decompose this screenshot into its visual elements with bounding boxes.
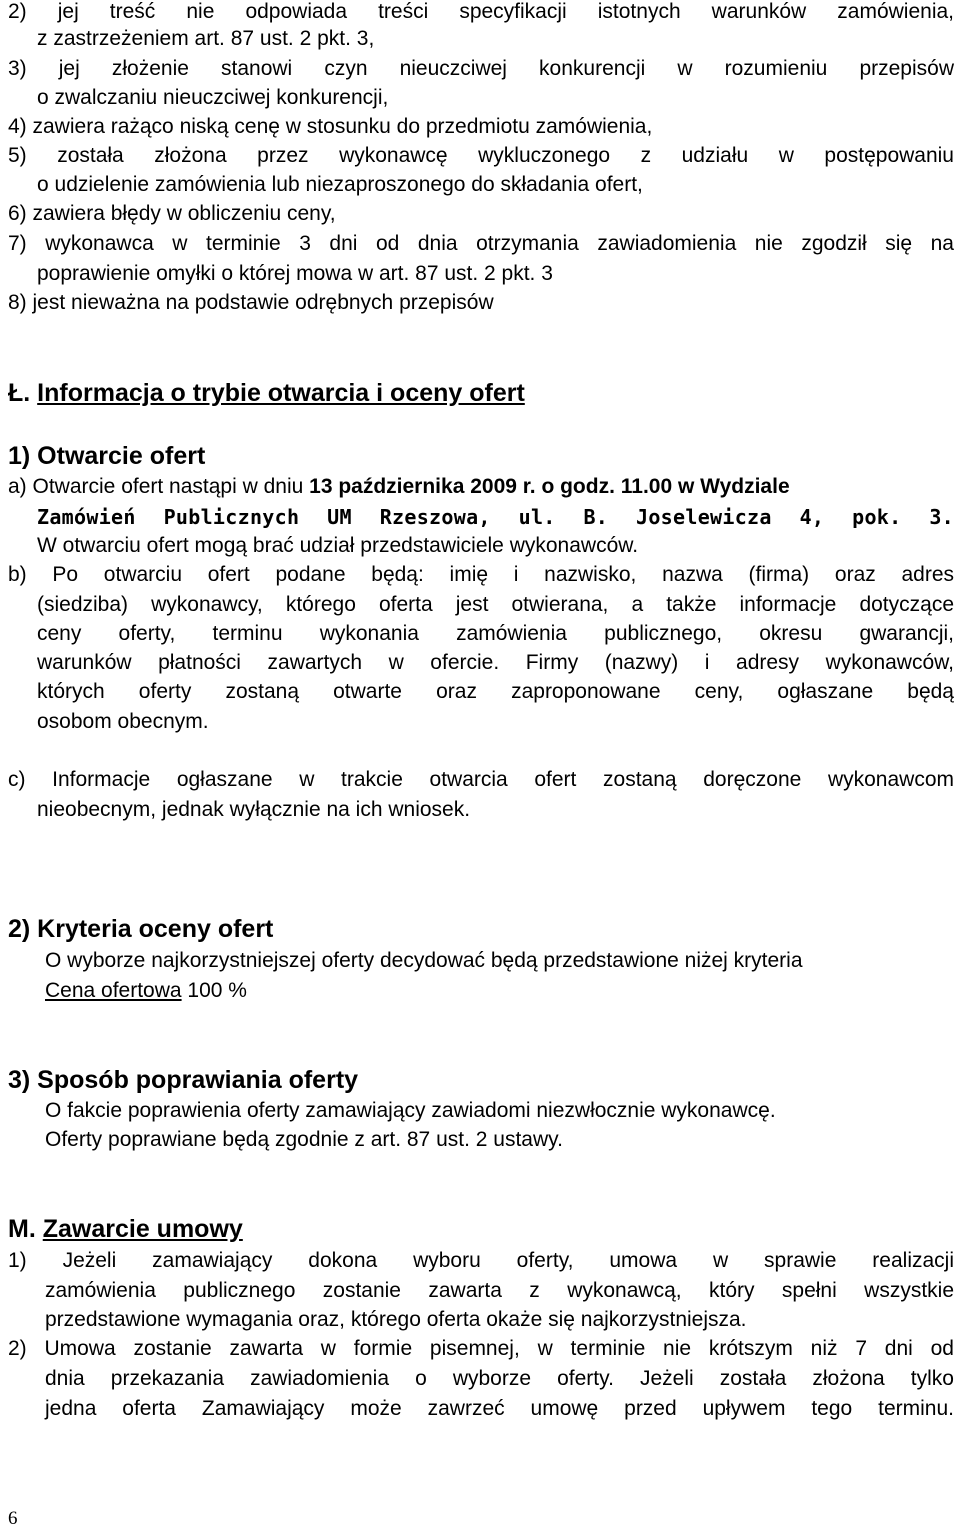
contract-p2-line3: jedna oferta Zamawiający może zawrzeć umowę przed upływem tego terminu.: [45, 1397, 954, 1420]
contract-p1-line1: 1) Jeżeli zamawiający dokona wyboru oferty, umowa w sprawie realizacji: [8, 1249, 954, 1272]
opening-date-line: [8, 474, 790, 500]
list-item-7-line2: poprawienie omyłki o której mowa w art. 87 ust. 2 pkt. 3: [37, 262, 553, 285]
correction-line1: O fakcie poprawienia oferty zamawiający zawiadomi niezwłocznie wykonawcę.: [45, 1099, 776, 1122]
subsection-3-title: 3) Sposób poprawiania oferty: [8, 1066, 359, 1094]
list-item-8: 8) jest nieważna na podstawie odrębnych przepisów: [8, 291, 494, 314]
para-b-line6: osobom obecnym.: [37, 710, 209, 733]
list-item-3-line1: 3) jej złożenie stanowi czyn nieuczciwej konkurencji w rozumieniu przepisów: [8, 57, 954, 80]
opening-attendance: W otwarciu ofert mogą brać udział przedstawiciele wykonawców.: [37, 534, 639, 557]
page-number: 6: [8, 1508, 18, 1529]
criterion-name: Cena ofertowa: [45, 979, 182, 1002]
criterion-weight: 100 %: [181, 979, 247, 1002]
para-c-line2: nieobecnym, jednak wyłącznie na ich wniosek.: [37, 798, 471, 821]
para-b-line1: b) Po otwarciu ofert podane będą: imię i nazwisko, nazwa (firma) oraz adres: [8, 563, 954, 586]
list-item-3-line2: o zwalczaniu nieuczciwej konkurencji,: [37, 86, 389, 109]
opening-date-bold: 13 października 2009 r. o godz. 11.00 w Wydziale: [309, 475, 790, 498]
para-b-line3: ceny oferty, terminu wykonania zamówienia publicznego, okresu gwarancji,: [37, 622, 954, 645]
list-item-4: 4) zawiera rażąco niską cenę w stosunku do przedmiotu zamówienia,: [8, 115, 653, 138]
list-item-7-line1: 7) wykonawca w terminie 3 dni od dnia otrzymania zawiadomienia nie zgodził się na: [8, 232, 954, 255]
contract-p1-line3: przedstawione wymagania oraz, którego oferta okaże się najkorzystniejsza.: [45, 1308, 747, 1331]
contract-p2-line2: dnia przekazania zawiadomienia o wyborze oferty. Jeżeli została złożona tylko: [45, 1367, 954, 1390]
contract-p2-line1: 2) Umowa zostanie zawarta w formie pisemnej, w terminie nie krótszym niż 7 dni od: [8, 1337, 954, 1360]
list-item-5-line2: o udzielenie zamówienia lub niezaproszonego do składania ofert,: [37, 173, 643, 196]
section-l-heading: [8, 378, 525, 408]
para-b-line2: (siedziba) wykonawcy, którego oferta jest otwierana, a także informacje dotyczące: [37, 593, 954, 616]
subsection-2-title: 2) Kryteria oceny ofert: [8, 915, 274, 943]
criterion-line: [45, 978, 247, 1004]
list-item-2-line1: 2) jej treść nie odpowiada treści specyfikacji istotnych warunków zamówienia,: [8, 0, 954, 23]
section-m-prefix: M.: [8, 1215, 36, 1243]
section-l-title: Informacja o trybie otwarcia i oceny ofert: [37, 379, 525, 407]
list-item-2-line2: z zastrzeżeniem art. 87 ust. 2 pkt. 3,: [37, 27, 375, 50]
subsection-1-title: 1) Otwarcie ofert: [8, 442, 206, 470]
opening-date-prefix: a) Otwarcie ofert nastąpi w dniu: [8, 475, 310, 498]
contract-p1-line2: zamówienia publicznego zostanie zawarta z wykonawcą, który spełni wszystkie: [45, 1279, 954, 1302]
list-item-5-line1: 5) została złożona przez wykonawcę wykluczonego z udziału w postępowaniu: [8, 144, 954, 167]
section-l-prefix: Ł.: [8, 379, 31, 407]
section-m-title: Zawarcie umowy: [42, 1215, 243, 1243]
para-b-line5: których oferty zostaną otwarte oraz zaproponowane ceny, ogłaszane będą: [37, 680, 954, 703]
opening-location: Zamówień Publicznych UM Rzeszowa, ul. B. Joselewicza 4, pok. 3.: [37, 505, 954, 529]
para-c-line1: c) Informacje ogłaszane w trakcie otwarcia ofert zostaną doręczone wykonawcom: [8, 768, 954, 791]
criteria-intro: O wyborze najkorzystniejszej oferty decydować będą przedstawione niżej kryteria: [45, 949, 803, 972]
para-b-line4: warunków płatności zawartych w ofercie. Firmy (nazwy) i adresy wykonawców,: [37, 651, 954, 674]
correction-line2: Oferty poprawiane będą zgodnie z art. 87 ust. 2 ustawy.: [45, 1128, 563, 1151]
list-item-6: 6) zawiera błędy w obliczeniu ceny,: [8, 202, 336, 225]
section-m-heading: [8, 1214, 243, 1244]
